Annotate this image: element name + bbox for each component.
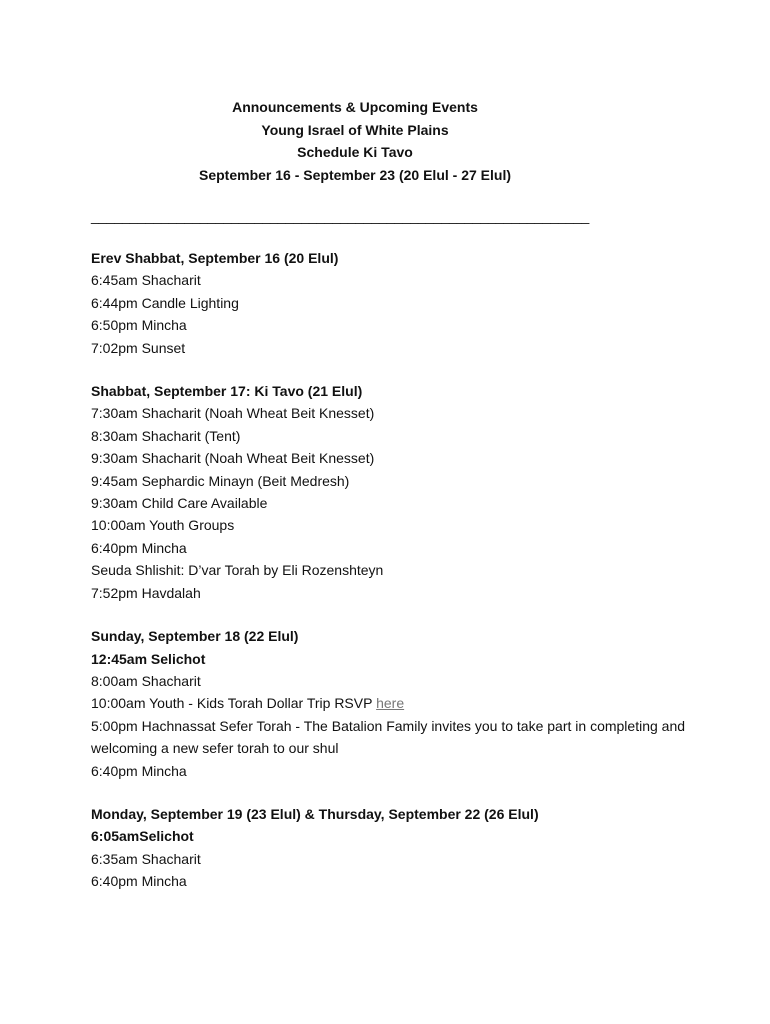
section-title: Erev Shabbat, September 16 (20 Elul) bbox=[91, 250, 339, 266]
document-header bbox=[0, 96, 710, 186]
section-shabbat bbox=[91, 380, 691, 604]
schedule-item: 8:30am Shacharit (Tent) bbox=[91, 427, 241, 444]
schedule-item: 6:40pm Mincha bbox=[91, 762, 187, 779]
synagogue-name: Young Israel of White Plains bbox=[261, 121, 449, 138]
section-title: Monday, September 19 (23 Elul) & Thursday, September 22 (26 Elul) bbox=[91, 805, 539, 822]
schedule-item: 7:30am Shacharit (Noah Wheat Beit Knesset) bbox=[91, 405, 375, 422]
schedule-item: 5:00pm Hachnassat Sefer Torah - The Batalion Family invites you to take part in completing and welcoming a new sefer torah to our shul bbox=[91, 717, 686, 757]
divider-line: ________________________________________________________________ bbox=[91, 208, 590, 224]
schedule-item: 6:44pm Candle Lighting bbox=[91, 294, 239, 311]
youth-trip-item bbox=[91, 692, 691, 714]
schedule-item: Seuda Shlishit: D’var Torah by Eli Rozenshteyn bbox=[91, 562, 384, 579]
schedule-title: Schedule Ki Tavo bbox=[297, 144, 413, 160]
section-monday-thursday bbox=[91, 803, 691, 893]
section-erev-shabbat bbox=[91, 247, 691, 359]
schedule-item: 6:40pm Mincha bbox=[91, 873, 187, 890]
selichot-item: 6:05amSelichot bbox=[91, 828, 194, 845]
youth-trip-text: 10:00am Youth - Kids Torah Dollar Trip RSVP bbox=[91, 695, 377, 712]
schedule-item: 6:40pm Mincha bbox=[91, 539, 187, 556]
selichot-item: 12:45am Selichot bbox=[91, 650, 206, 667]
schedule-item: 6:45am Shacharit bbox=[91, 272, 201, 289]
schedule-item: 7:52pm Havdalah bbox=[91, 584, 201, 601]
schedule-item: 6:50pm Mincha bbox=[91, 317, 187, 334]
announcements-heading: Announcements & Upcoming Events bbox=[232, 99, 478, 115]
rsvp-here-link[interactable]: here bbox=[376, 695, 405, 712]
schedule-item: 8:00am Shacharit bbox=[91, 672, 201, 689]
schedule-item: 6:35am Shacharit bbox=[91, 850, 201, 867]
section-sunday bbox=[91, 625, 691, 782]
schedule-item: 10:00am Youth Groups bbox=[91, 517, 235, 534]
schedule-item: 9:30am Child Care Available bbox=[91, 495, 268, 512]
schedule-item: 7:02pm Sunset bbox=[91, 339, 186, 356]
schedule-item: 9:45am Sephardic Minayn (Beit Medresh) bbox=[91, 472, 350, 489]
section-title: Shabbat, September 17: Ki Tavo (21 Elul) bbox=[91, 383, 363, 400]
date-range: September 16 - September 23 (20 Elul - 27 Elul) bbox=[199, 166, 511, 183]
section-title: Sunday, September 18 (22 Elul) bbox=[91, 628, 299, 645]
schedule-content bbox=[91, 247, 691, 914]
schedule-item: 9:30am Shacharit (Noah Wheat Beit Knesset) bbox=[91, 450, 375, 467]
